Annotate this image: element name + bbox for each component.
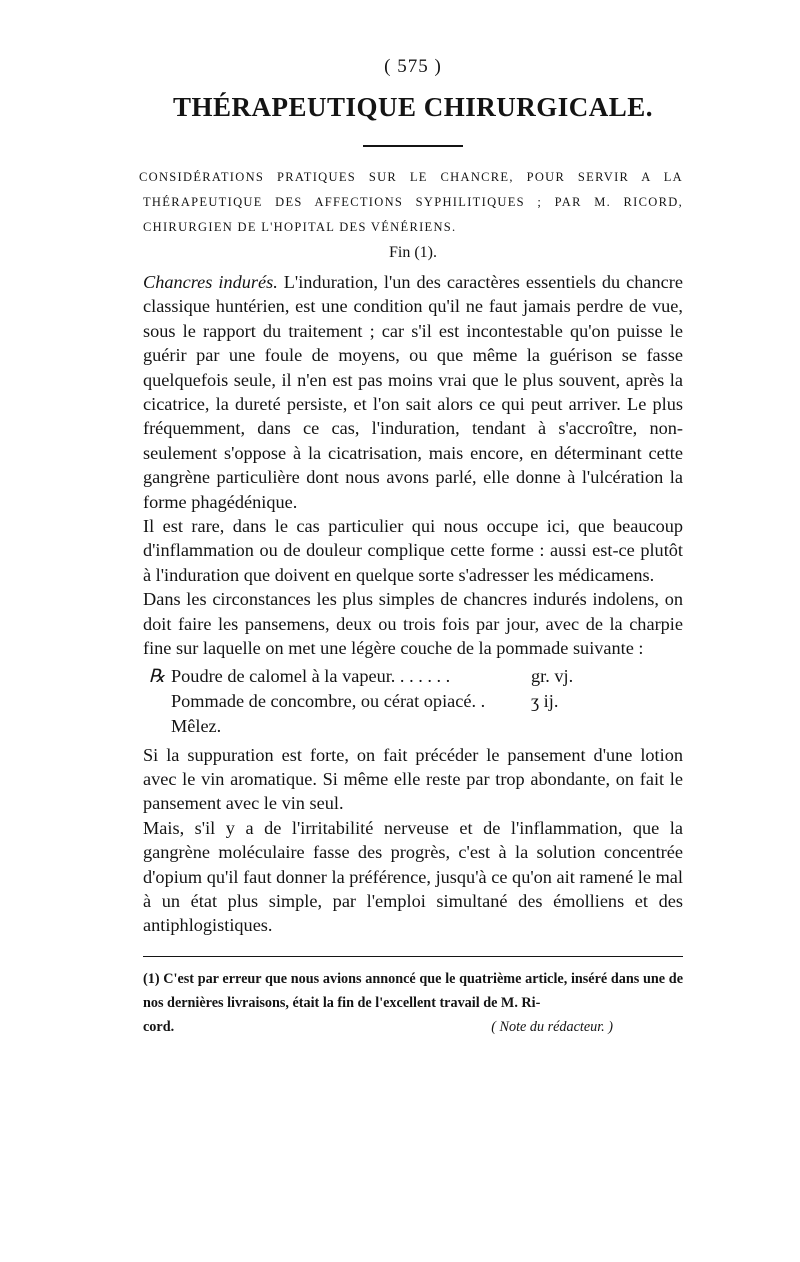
article-heading: CONSIDÉRATIONS PRATIQUES SUR LE CHANCRE, POUR SERVIR A LA THÉRAPEUTIQUE DES AFFECTIONS SYPHILITIQUES ; PAR M. RICORD, CHIRURGIEN DE L'HOPITAL DES VÉNÉRIENS. <box>139 170 683 234</box>
continuation-note: Fin (1). <box>389 244 437 261</box>
dose: ʒ ij. <box>531 690 559 711</box>
dose: gr. vj. <box>531 665 574 686</box>
page-number: ( 575 ) <box>384 56 442 77</box>
footnote-divider <box>143 956 683 957</box>
prescription-line <box>143 689 683 714</box>
instruction: Mêlez. <box>171 715 222 736</box>
recipe-symbol-icon: ℞ <box>148 665 166 686</box>
editor-note: ( Note du rédacteur. ) <box>491 1018 613 1035</box>
paragraph-inflammation: Il est rare, dans le cas particulier qui nous occupe ici, que beaucoup d'inflammation ou de douleur complique cette forme : aussi est-ce plutôt à l'induration que doivent en quelque sorte s'adresser les médicamens. <box>143 516 683 585</box>
footnote: (1) C'est par erreur que nous avions annoncé que le quatrième article, inséré dans une de nos dernières livraisons, était la fin de l'excellent travail de M. Ri- <box>143 970 683 1011</box>
document-page <box>139 56 683 1039</box>
paragraph-dressings: Dans les circonstances les plus simples de chancres indurés indolens, on doit faire les pansemens, deux ou trois fois par jour, avec de la charpie fine sur laquelle on met une légère couche de la pommade suivante : <box>143 589 683 659</box>
footnote-tail: cord. <box>143 1018 175 1035</box>
ingredient: Poudre de calomel à la vapeur. . . . . . . <box>171 665 451 686</box>
ingredient: Pommade de concombre, ou cérat opiacé. . <box>171 690 486 711</box>
paragraph-lead: Chancres indurés. <box>143 272 278 292</box>
prescription <box>143 664 683 739</box>
paragraph-suppuration: Si la suppuration est forte, on fait précéder le pansement d'une lotion avec le vin aromatique. Si même elle reste par trop abondante, on fait le pansement avec le vin seul. <box>143 744 683 814</box>
prescription-line <box>143 714 683 739</box>
paragraph-text: L'induration, l'un des caractères essentiels du chancre classique huntérien, est une condition qu'il ne faut jamais perdre de vue, sous le rapport du traitement ; car s'il est incontestable qu'on puisse le guérir par une foule de moyens, ou que même la guérison se fasse quelquefois seule, il n'en est pas moins vrai que le plus souvent, après la cicatrice, la dureté persiste, et l'on sait alors ce qui peut arriver. Le plus fréquemment, dans ce cas, l'induration, tendant à s'accroître, non-seulement s'oppose à la cicatrisation, mais encore, en déterminant cette gangrène particulière dont nous avons parlé, elle donne à l'ulcération la forme phagédénique. <box>143 272 683 512</box>
paragraph-opium: Mais, s'il y a de l'irritabilité nerveuse et de l'inflammation, que la gangrène moléculaire fasse des progrès, c'est à la solution concentrée d'opium qu'il faut donner la préférence, jusqu'à ce qu'on ait ramené le mal à un état plus simple, par l'emploi simultané des émolliens et des antiphlogistiques. <box>143 817 683 936</box>
prescription-line <box>143 664 683 689</box>
footnote-end <box>143 1015 683 1039</box>
page-title: THÉRAPEUTIQUE CHIRURGICALE. <box>172 92 654 122</box>
title-divider <box>363 145 463 147</box>
paragraph-indurated-chancres <box>143 270 683 514</box>
